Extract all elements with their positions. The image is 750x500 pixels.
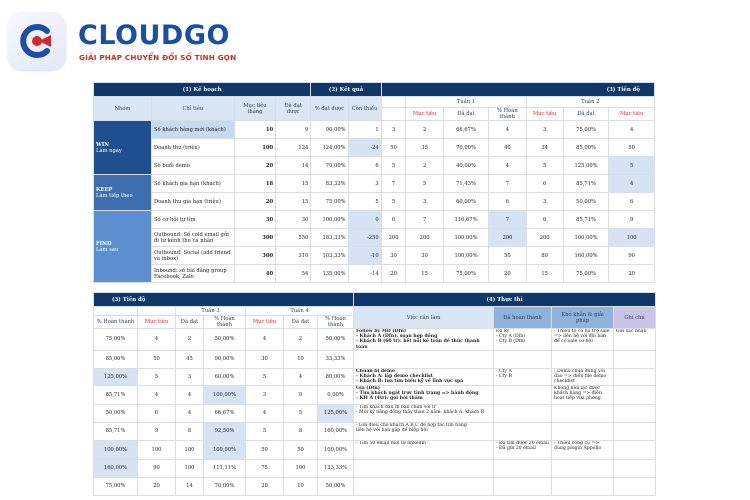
metric-value: 2: [406, 121, 443, 139]
metric-value: 85,71%: [563, 211, 609, 229]
progress-value: 100,00%: [204, 440, 246, 459]
progress-value: 8: [284, 422, 318, 440]
progress-value: 8: [176, 422, 204, 440]
exec-todo-cell: [354, 477, 494, 495]
exec-issue-cell: [552, 404, 614, 422]
metric-value: 116,67%: [443, 211, 489, 229]
section-result-header: (2) Kết quả: [311, 83, 381, 97]
metric-value: 50,00%: [563, 193, 609, 211]
metric-value: 6: [381, 211, 406, 229]
metric-value: 3: [526, 121, 563, 139]
plan-row: [94, 139, 655, 157]
group-subtitle: Làm tiếp theo: [96, 192, 133, 199]
w3-achieved-col: Đã đạt: [176, 316, 204, 329]
progress-value: 90: [138, 459, 176, 477]
metric-value: 124,00%: [311, 139, 348, 157]
exec-issue-cell: [552, 459, 614, 477]
exec-todo-cell: [354, 350, 494, 368]
metric-value: 3: [348, 175, 381, 193]
metric-value: 20: [234, 193, 275, 211]
progress-value: 85,71%: [94, 422, 138, 440]
exec-todo-cell: Chuẩn bị demo - Khách A: lập demo checklist - Khách B: lựa tìm hiểu kỹ về lĩnh vực spa: [354, 368, 494, 385]
group-name: FIND: [96, 240, 112, 247]
exec-note-cell: [614, 350, 656, 368]
metric-value: 71,43%: [443, 175, 489, 193]
progress-value: 10: [284, 350, 318, 368]
metric-value: 15: [526, 265, 563, 283]
plan-row: [94, 211, 655, 229]
w3-percent-col: % Hoàn thành: [204, 316, 246, 329]
metric-value: 100,00%: [443, 247, 489, 265]
progress-value: 2: [176, 329, 204, 351]
w3-target-col: Mục tiêu: [138, 316, 176, 329]
progress-row: [94, 350, 656, 368]
metric-value: 0: [348, 211, 381, 229]
metric-value: 100,00%: [563, 229, 609, 247]
week3-header: Tuần 3: [176, 307, 246, 316]
metric-value: 4: [489, 157, 526, 175]
progress-value: 2: [284, 329, 318, 351]
metric-value: 200: [489, 229, 526, 247]
group-name: WIN: [96, 141, 109, 148]
progress-value: 90,00%: [204, 350, 246, 368]
exec-note-cell: [614, 477, 656, 495]
w4-achieved-col: Đã đạt: [284, 316, 318, 329]
exec-issue-cell: - Demo chưa đúng với dao => điền file demo checklist: [552, 368, 614, 385]
progress-value: 70,00%: [204, 477, 246, 495]
col-achieved: Đã đạt được: [276, 97, 311, 121]
metric-value: 7: [381, 175, 406, 193]
metric-value: 5: [406, 175, 443, 193]
metric-value: 6: [489, 193, 526, 211]
brand-tagline: GIẢI PHÁP CHUYỂN ĐỔI SỐ TINH GỌN: [79, 53, 237, 62]
b-percent-col: % Hoàn thành: [94, 316, 138, 329]
cloudgo-logo: [8, 12, 66, 70]
week1-header: Tuần 1: [406, 97, 526, 108]
exec-todo-cell: Follow by MD (Dfn) - Khách A (Dfn): soạn hợp đồng - Khách B (60 tr): kết nối kế toán để thúc thanh toán: [354, 329, 494, 351]
brand-name: CLOUDGO: [78, 20, 230, 51]
progress-value: 4: [284, 368, 318, 385]
group-subtitle: Làm ngay: [96, 147, 122, 154]
metric-value: 135,00%: [311, 265, 348, 283]
metric-value: 6: [348, 157, 381, 175]
plan-row: [94, 265, 655, 283]
exec-issue-cell: [552, 422, 614, 440]
metric-value: -10: [348, 247, 381, 265]
metric-value: 90,00%: [311, 121, 348, 139]
progress-value: 9: [138, 422, 176, 440]
progress-row: [94, 422, 656, 440]
progress-value: 50: [284, 440, 318, 459]
metric-value: 85,71%: [563, 175, 609, 193]
metric-value: 200: [381, 229, 406, 247]
metric-value: 15: [276, 193, 311, 211]
bottom-progress-header: (3) Tiến độ: [94, 293, 354, 307]
exec-todo-cell: - Tìm 50 email mới từ linkedin: [354, 440, 494, 459]
metric-value: 300: [234, 229, 275, 247]
exec-issues-col: Khó khăn & giải pháp: [552, 307, 614, 329]
metric-value: 14: [276, 157, 311, 175]
progress-value: 125,00%: [318, 404, 354, 422]
progress-value: 4: [138, 329, 176, 351]
metric-value: 5: [526, 157, 563, 175]
plan-row: [94, 175, 655, 193]
metric-value: 4: [609, 175, 655, 193]
metric-value: 3: [406, 193, 443, 211]
metric-value: 50: [609, 139, 655, 157]
section-plan-header: (1) Kế hoạch: [94, 83, 311, 97]
progress-value: 20: [246, 477, 284, 495]
exec-notes-col: Ghi chú: [614, 307, 656, 329]
metric-value: 125,00%: [563, 157, 609, 175]
metric-value: 183,33%: [311, 229, 348, 247]
metric-value: 70,00%: [311, 157, 348, 175]
metric-value: 70,00%: [443, 139, 489, 157]
exec-done-cell: Đã ký - Cty A (Dfn) - Cty B (Dfn): [494, 329, 552, 351]
exec-note-cell: [614, 440, 656, 459]
exec-done-col: Đã hoàn thành: [494, 307, 552, 329]
metric-value: -24: [348, 139, 381, 157]
group-name: KEEP: [96, 186, 113, 193]
metric-value: 100: [234, 139, 275, 157]
metric-value: 3: [526, 193, 563, 211]
metric-value: 60,00%: [443, 193, 489, 211]
w1-target-col: Mục tiêu: [406, 108, 443, 121]
metric-value: 75,00%: [563, 121, 609, 139]
exec-issue-cell: [552, 477, 614, 495]
exec-todo-col: Việc cần làm: [354, 307, 494, 329]
progress-value: 100: [176, 440, 204, 459]
metric-value: 30: [276, 211, 311, 229]
progress-value: 14: [176, 477, 204, 495]
progress-value: 100,00%: [94, 440, 138, 459]
exec-todo-cell: Gia (Dfn) - Tìm khách ngắt trực tình trạng => hành động - KH A (4tr): gọi hỏi thăm: [354, 385, 494, 404]
w2-achieved-col: Đã đạt: [563, 108, 609, 121]
progress-value: 50,00%: [204, 329, 246, 351]
metric-value: 75,00%: [443, 265, 489, 283]
col-group: Nhóm: [94, 97, 152, 121]
progress-value: 4: [246, 404, 284, 422]
progress-value: 5: [246, 368, 284, 385]
col-metric: Chỉ tiêu: [151, 97, 234, 121]
metric-value: 9: [276, 121, 311, 139]
metric-value: 40: [234, 265, 275, 283]
progress-value: 0: [284, 385, 318, 404]
progress-value: 100: [176, 459, 204, 477]
metric-value: 75,00%: [311, 193, 348, 211]
exec-done-cell: - Cty A - Cty B: [494, 368, 552, 385]
progress-value: 0,00%: [318, 385, 354, 404]
exec-todo-cell: - Tìm khách đầu đi bạn chim với tr - Mời kỹ năng đồng thấy than 2 năm: khách A, khách B: [354, 404, 494, 422]
metric-value: 550: [276, 229, 311, 247]
progress-value: 10: [284, 477, 318, 495]
progress-value: 92,50%: [204, 422, 246, 440]
metric-value: 80: [526, 247, 563, 265]
metric-value: 4: [609, 121, 655, 139]
progress-row: [94, 329, 656, 351]
metric-value: 2: [406, 157, 443, 175]
week4-header: Tuần 4: [246, 307, 354, 316]
progress-value: 50: [138, 350, 176, 368]
metric-name: Doanh thu (triệu): [151, 139, 234, 157]
w1-achieved-col: Đã đạt: [443, 108, 489, 121]
exec-todo-cell: - Gửi điều cho khách A,B,C để hợp tác tìm hàng liên hệ với bạn gặp để hiệp hội: [354, 422, 494, 440]
exec-issue-cell: - Thiếu công cụ => dùng plugin Appollo: [552, 440, 614, 459]
progress-value: 3: [246, 385, 284, 404]
exec-done-cell: - Đã tìm được 20 email - Đã gửi 20 email: [494, 440, 552, 459]
metric-value: 90: [609, 247, 655, 265]
progress-execution-table: [93, 292, 656, 496]
progress-value: 3: [176, 368, 204, 385]
metric-name: Outbound: Số cold email gửi đi từ kênh thu cá nhân: [151, 229, 234, 247]
col-missing: Còn thiếu: [348, 97, 381, 121]
progress-value: 30: [246, 350, 284, 368]
w4-target-col: Mục tiêu: [246, 316, 284, 329]
metric-value: 4: [489, 121, 526, 139]
progress-value: 50,00%: [318, 329, 354, 351]
metric-value: 200: [526, 229, 563, 247]
metric-value: 10: [234, 121, 275, 139]
exec-done-cell: [494, 404, 552, 422]
metric-value: 40,00%: [443, 157, 489, 175]
progress-value: 5: [284, 404, 318, 422]
metric-value: 7: [489, 211, 526, 229]
col-percent: % đạt được: [311, 97, 348, 121]
metric-value: 6: [526, 175, 563, 193]
progress-value: 60,00%: [204, 368, 246, 385]
progress-value: 100,00%: [318, 440, 354, 459]
exec-done-cell: [494, 459, 552, 477]
progress-value: 75,00%: [94, 477, 138, 495]
progress-value: 4: [138, 385, 176, 404]
progress-row: [94, 459, 656, 477]
section-progress-header: (3) Tiến độ: [381, 83, 654, 97]
metric-name: Số khách hàng mới (khách): [151, 121, 234, 139]
progress-value: 4: [176, 404, 204, 422]
progress-value: 100: [138, 440, 176, 459]
metric-value: 54: [276, 265, 311, 283]
metric-value: 30: [406, 247, 443, 265]
metric-value: 310: [276, 247, 311, 265]
progress-value: 5: [246, 422, 284, 440]
metric-name: Số cơ hội tự tìm: [151, 211, 234, 229]
progress-value: 4: [176, 385, 204, 404]
progress-row: [94, 477, 656, 495]
metric-value: 66,67%: [443, 121, 489, 139]
metric-value: 5: [381, 193, 406, 211]
exec-note-cell: [614, 404, 656, 422]
exec-note-cell: [614, 459, 656, 477]
metric-value: 7: [489, 175, 526, 193]
plan-row: [94, 229, 655, 247]
progress-value: 75,00%: [94, 329, 138, 351]
metric-value: -250: [348, 229, 381, 247]
progress-value: 45: [176, 350, 204, 368]
metric-value: 18: [234, 175, 275, 193]
metric-value: 30: [381, 247, 406, 265]
metric-value: 6: [609, 193, 655, 211]
metric-value: 50: [489, 247, 526, 265]
progress-value: 85,71%: [94, 385, 138, 404]
exec-note-cell: [614, 385, 656, 404]
exec-done-cell: [494, 422, 552, 440]
metric-value: 83,33%: [311, 175, 348, 193]
progress-row: [94, 385, 656, 404]
progress-value: 111,11%: [204, 459, 246, 477]
metric-name: Inbound: số bài đăng group Facebook, Zalo: [151, 265, 234, 283]
progress-value: 50,00%: [94, 404, 138, 422]
metric-value: -14: [348, 265, 381, 283]
metric-value: 40: [489, 139, 526, 157]
metric-value: 20: [489, 265, 526, 283]
group-subtitle: Làm sau: [96, 246, 119, 253]
group-cell: [94, 211, 152, 283]
exec-issue-cell: Không liên lạc được khách hàng => điền hoạt tiếp vừa phòng: [552, 385, 614, 404]
metric-value: 20: [234, 157, 275, 175]
progress-value: 33,33%: [318, 350, 354, 368]
progress-value: 133,33%: [318, 459, 354, 477]
plan-row: [94, 247, 655, 265]
progress-value: 85,00%: [94, 350, 138, 368]
metric-value: 9: [609, 211, 655, 229]
group-cell: [94, 175, 152, 211]
progress-row: [94, 404, 656, 422]
progress-value: 100,00%: [204, 385, 246, 404]
exec-done-cell: [494, 385, 552, 404]
plan-row: [94, 121, 655, 139]
metric-value: 20: [609, 265, 655, 283]
metric-value: 5: [609, 157, 655, 175]
metric-value: 6: [526, 211, 563, 229]
metric-value: 15: [276, 175, 311, 193]
w4-percent-col: % Hoàn thành: [318, 316, 354, 329]
metric-name: Outbound: Social (add friend và inbox): [151, 247, 234, 265]
week2-header: Tuần 2: [526, 97, 654, 108]
metric-value: 50: [381, 139, 406, 157]
progress-value: 4: [246, 329, 284, 351]
metric-value: 3: [381, 121, 406, 139]
metric-value: 200: [406, 229, 443, 247]
exec-issue-cell: - Thiếu tồ có hỗ trợ sale => liên hệ với đội bán để có sale cơ hội: [552, 329, 614, 351]
progress-value: 160,00%: [94, 459, 138, 477]
w1-percent-col: % Hoàn thành: [489, 108, 526, 121]
col-monthly-target: Mục tiêu tháng: [234, 97, 275, 121]
group-cell: [94, 121, 152, 175]
metric-name: Doanh thu gia hạn (triệu): [151, 193, 234, 211]
metric-value: 103,33%: [311, 247, 348, 265]
exec-issue-cell: [552, 350, 614, 368]
progress-value: 100: [284, 459, 318, 477]
metric-name: Số khách gia hạn (khách): [151, 175, 234, 193]
progress-row: [94, 368, 656, 385]
exec-note-cell: [614, 368, 656, 385]
metric-value: 100: [609, 229, 655, 247]
metric-value: 15: [406, 265, 443, 283]
progress-value: 125,00%: [94, 368, 138, 385]
metric-value: 100,00%: [311, 211, 348, 229]
progress-value: 66,67%: [204, 404, 246, 422]
metric-value: 7: [406, 211, 443, 229]
progress-value: 5: [138, 368, 176, 385]
plan-row: [94, 157, 655, 175]
metric-value: 1: [348, 121, 381, 139]
metric-value: 85,00%: [563, 139, 609, 157]
metric-name: Số buổi demo: [151, 157, 234, 175]
plan-result-table: [93, 82, 655, 283]
metric-value: 124: [276, 139, 311, 157]
metric-value: 20: [381, 265, 406, 283]
metric-value: 300: [234, 247, 275, 265]
metric-value: 5: [381, 157, 406, 175]
plan-row: [94, 193, 655, 211]
metric-value: 30: [234, 211, 275, 229]
progress-row: [94, 440, 656, 459]
w2-percent-col: Mục tiêu: [609, 108, 655, 121]
progress-value: 6: [138, 404, 176, 422]
exec-note-cell: Gửi xác nhận: [614, 329, 656, 351]
w2-target-col: Mục tiêu: [526, 108, 563, 121]
progress-value: 50,00%: [318, 477, 354, 495]
exec-done-cell: [494, 350, 552, 368]
metric-value: 75,00%: [563, 265, 609, 283]
logo-mark-icon: [17, 21, 57, 61]
progress-value: 50: [246, 440, 284, 459]
progress-value: 80,00%: [318, 368, 354, 385]
exec-note-cell: [614, 422, 656, 440]
exec-done-cell: [494, 477, 552, 495]
metric-value: 5: [348, 193, 381, 211]
progress-value: 75: [246, 459, 284, 477]
exec-todo-cell: [354, 459, 494, 477]
progress-value: 160,00%: [318, 422, 354, 440]
metric-value: 35: [406, 139, 443, 157]
metric-value: 160,00%: [563, 247, 609, 265]
metric-value: 100,00%: [443, 229, 489, 247]
bottom-execution-header: (4) Thực thi: [354, 293, 656, 307]
progress-value: 20: [138, 477, 176, 495]
metric-value: 34: [526, 139, 563, 157]
brand-header: [0, 0, 750, 82]
